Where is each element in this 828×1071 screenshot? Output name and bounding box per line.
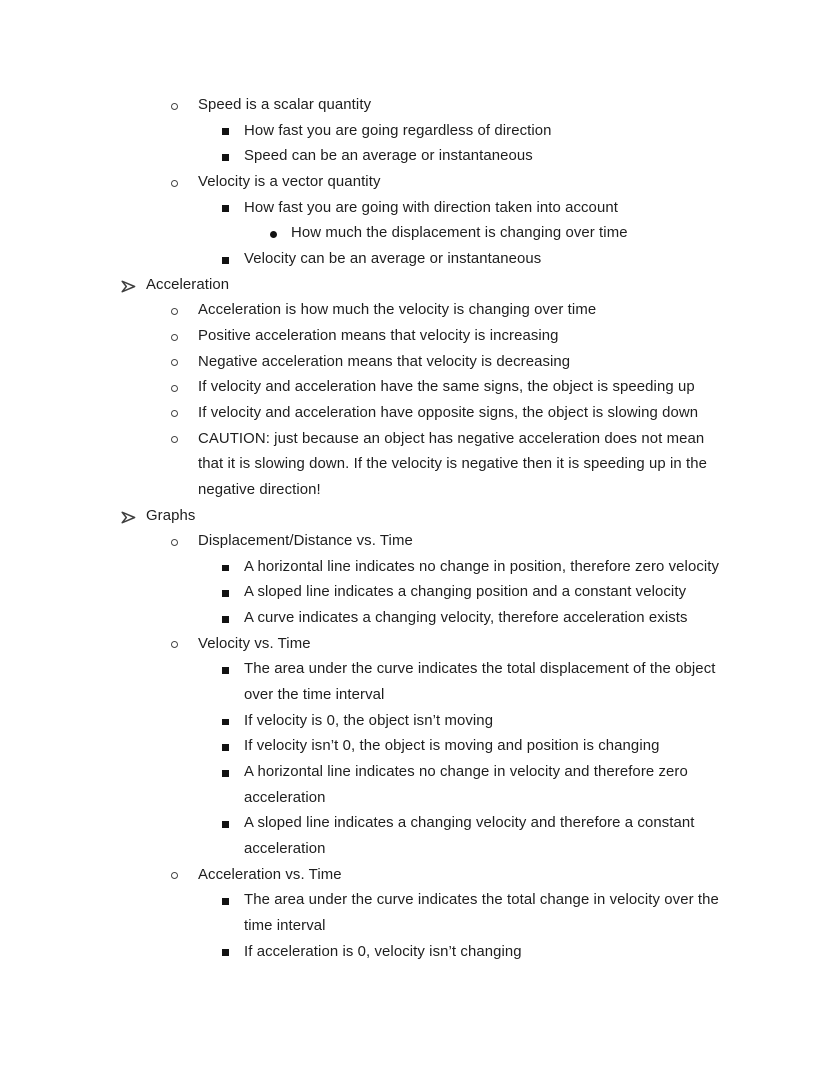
- list-item-text: Acceleration: [146, 276, 230, 293]
- list-item-text: Velocity is a vector quantity: [198, 173, 381, 190]
- list-item-text: Speed is a scalar quantity: [198, 97, 372, 113]
- square-bullet-icon: [222, 821, 229, 828]
- list-item: [97, 375, 731, 401]
- square-bullet-icon: [222, 128, 229, 135]
- list-item-text: CAUTION: just because an object has negative acceleration does not mean that it is slowing down. If the velocity is negative then it is speeding up in the negative direction!: [198, 430, 707, 498]
- square-bullet-icon: [222, 949, 229, 956]
- list-item: [97, 657, 731, 708]
- list-item: [97, 734, 731, 760]
- circle-bullet-icon: [171, 436, 178, 443]
- circle-bullet-icon: [171, 103, 178, 110]
- list-item-text: A horizontal line indicates no change in velocity and therefore zero acceleration: [244, 764, 688, 806]
- list-item-text: If velocity is 0, the object isn’t moving: [244, 712, 494, 729]
- list-item-text: Displacement/Distance vs. Time: [198, 533, 413, 550]
- list-item: [97, 863, 731, 889]
- list-item-text: A curve indicates a changing velocity, therefore acceleration exists: [244, 610, 688, 627]
- list-item: [97, 93, 731, 119]
- circle-bullet-icon: [171, 180, 178, 187]
- list-item-text: Positive acceleration means that velocity is increasing: [198, 327, 559, 344]
- square-bullet-icon: [222, 719, 229, 726]
- list-item-text: How fast you are going regardless of direction: [244, 122, 552, 139]
- list-item-text: Negative acceleration means that velocity is decreasing: [198, 353, 571, 370]
- list-item-text: Graphs: [146, 507, 196, 524]
- list-item-text: If acceleration is 0, velocity isn’t changing: [244, 943, 522, 960]
- square-bullet-icon: [222, 898, 229, 905]
- list-item-text: A sloped line indicates a changing position and a constant velocity: [244, 584, 687, 601]
- list-item-text: Acceleration vs. Time: [198, 866, 342, 883]
- list-item-text: The area under the curve indicates the total change in velocity over the time interval: [244, 892, 719, 934]
- list-item-text: A sloped line indicates a changing velocity and therefore a constant acceleration: [244, 815, 695, 858]
- square-bullet-icon: [222, 565, 229, 572]
- square-bullet-icon: [222, 590, 229, 597]
- list-item: [97, 350, 731, 376]
- list-item: [97, 119, 731, 145]
- list-item: [97, 580, 731, 606]
- list-item: [97, 504, 731, 530]
- list-item: [97, 555, 731, 581]
- list-item: [97, 144, 731, 170]
- square-bullet-icon: [222, 667, 229, 674]
- square-bullet-icon: [222, 616, 229, 623]
- list-item: [97, 298, 731, 324]
- list-item: [97, 170, 731, 196]
- list-item-text: If velocity isn’t 0, the object is moving and position is changing: [244, 738, 660, 755]
- square-bullet-icon: [222, 257, 229, 264]
- list-item: [97, 324, 731, 350]
- list-item: [97, 247, 731, 273]
- circle-bullet-icon: [171, 359, 178, 366]
- circle-bullet-icon: [171, 872, 178, 879]
- list-item: [97, 427, 731, 504]
- list-item: [97, 529, 731, 555]
- list-item-text: How fast you are going with direction taken into account: [244, 199, 618, 216]
- list-item: [97, 273, 731, 299]
- square-bullet-icon: [222, 744, 229, 751]
- arrow-bullet-icon: [120, 509, 137, 524]
- list-item-text: The area under the curve indicates the total displacement of the object over the time interval: [244, 661, 716, 704]
- list-item-text: A horizontal line indicates no change in position, therefore zero velocity: [244, 558, 720, 575]
- list-item: [97, 196, 731, 222]
- circle-bullet-icon: [171, 308, 178, 315]
- list-item-text: Velocity vs. Time: [198, 635, 311, 652]
- list-item-text: Velocity can be an average or instantaneous: [244, 250, 542, 267]
- list-item: [97, 632, 731, 658]
- list-item: [97, 888, 731, 939]
- square-bullet-icon: [222, 770, 229, 777]
- list-item-text: Acceleration is how much the velocity is changing over time: [198, 302, 597, 319]
- list-item: [97, 940, 731, 966]
- notes-list: [97, 93, 731, 965]
- square-bullet-icon: [222, 154, 229, 161]
- circle-bullet-icon: [171, 385, 178, 392]
- list-item: [97, 606, 731, 632]
- list-item-text: If velocity and acceleration have the same signs, the object is speeding up: [198, 379, 695, 396]
- circle-bullet-icon: [171, 334, 178, 341]
- list-item-text: Speed can be an average or instantaneous: [244, 148, 533, 165]
- disc-bullet-icon: [270, 231, 277, 238]
- list-item: [97, 811, 731, 862]
- list-item-text: How much the displacement is changing over time: [291, 225, 628, 242]
- list-item: [97, 401, 731, 427]
- list-item: [97, 760, 731, 811]
- circle-bullet-icon: [171, 410, 178, 417]
- square-bullet-icon: [222, 205, 229, 212]
- list-item: [97, 221, 731, 247]
- list-item-text: If velocity and acceleration have opposite signs, the object is slowing down: [198, 404, 699, 421]
- list-item: [97, 709, 731, 735]
- arrow-bullet-icon: [120, 278, 137, 293]
- circle-bullet-icon: [171, 539, 178, 546]
- circle-bullet-icon: [171, 641, 178, 648]
